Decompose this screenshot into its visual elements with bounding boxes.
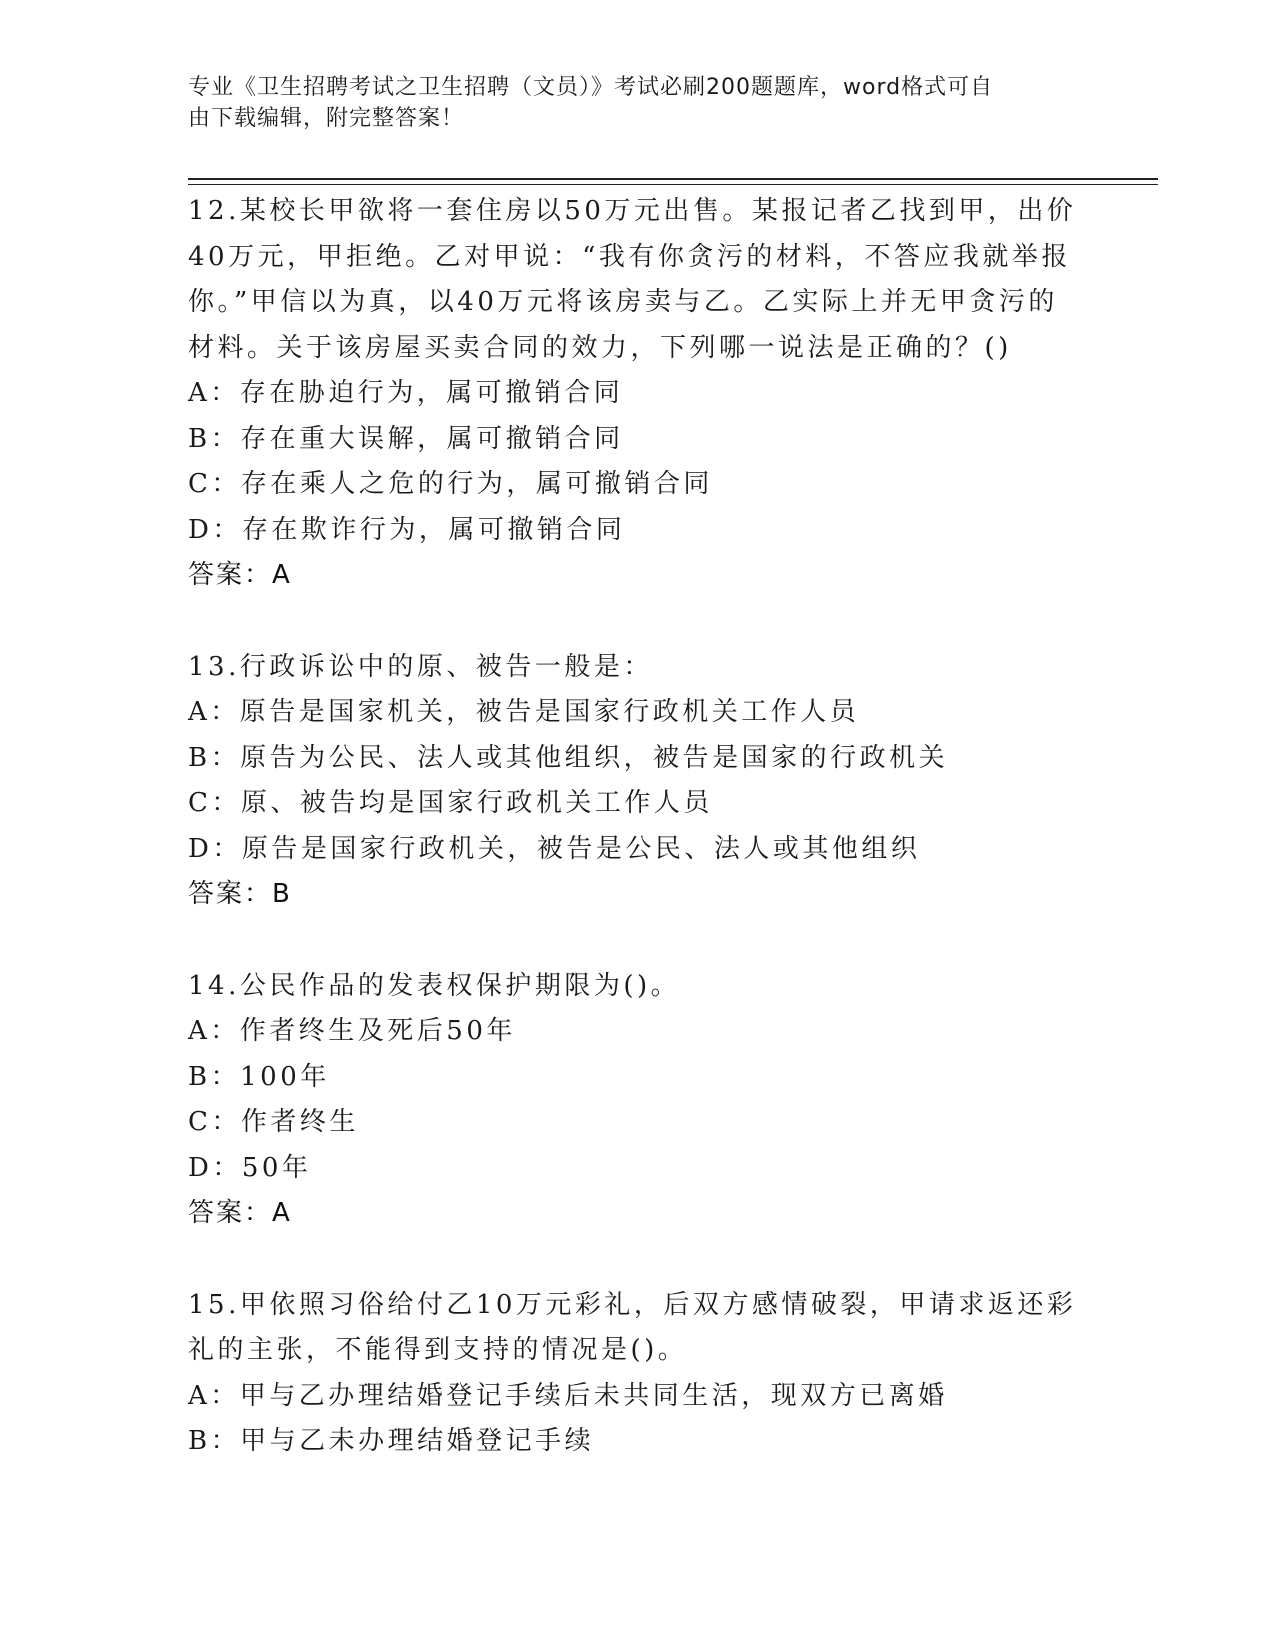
question-text-line: 40万元，甲拒绝。乙对甲说：“我有你贪污的材料，不答应我就举报 — [188, 241, 1071, 272]
option-b: B：100年 — [188, 1061, 330, 1092]
question-text-line: 礼的主张，不能得到支持的情况是()。 — [188, 1335, 688, 1365]
question-text-line: 13.行政诉讼中的原、被告一般是： — [188, 651, 653, 682]
question-text-line: 你。”甲信以为真，以40万元将该房卖与乙。乙实际上并无甲贪污的 — [188, 287, 1058, 317]
header-line: 专业《卫生招聘考试之卫生招聘（文员）》考试必刷200题题库，word格式可自 — [188, 75, 994, 100]
option-d: D：50年 — [188, 1152, 312, 1183]
document-header — [188, 72, 1068, 134]
option-c: C：作者终生 — [188, 1107, 359, 1137]
option-b: B：原告为公民、法人或其他组织，被告是国家的行政机关 — [188, 742, 949, 773]
header-line: 由下载编辑，附完整答案！ — [188, 106, 465, 131]
question-15 — [188, 1283, 1088, 1465]
header-divider — [188, 178, 1158, 180]
question-text-line: 15.甲依照习俗给付乙10万元彩礼，后双方感情破裂，甲请求返还彩 — [188, 1289, 1077, 1320]
answer-line: 答案：A — [188, 1198, 292, 1228]
option-c: C：原、被告均是国家行政机关工作人员 — [188, 788, 713, 818]
question-stem — [188, 189, 1088, 371]
question-text-line: 14.公民作品的发表权保护期限为()。 — [188, 970, 681, 1001]
option-d: D：原告是国家行政机关，被告是公民、法人或其他组织 — [188, 833, 921, 864]
question-14 — [188, 964, 1088, 1237]
answer-line: 答案：B — [188, 879, 292, 909]
option-b: B：甲与乙未办理结婚登记手续 — [188, 1426, 595, 1456]
question-12 — [188, 189, 1088, 599]
question-13 — [188, 645, 1088, 918]
question-stem — [188, 645, 1088, 691]
question-stem — [188, 964, 1088, 1010]
option-b: B：存在重大误解，属可撤销合同 — [188, 423, 624, 454]
option-a: A：存在胁迫行为，属可撤销合同 — [188, 378, 624, 408]
option-a: A：作者终生及死后50年 — [188, 1016, 516, 1046]
option-a: A：甲与乙办理结婚登记手续后未共同生活，现双方已离婚 — [188, 1380, 948, 1411]
option-c: C：存在乘人之危的行为，属可撤销合同 — [188, 469, 713, 499]
question-list — [188, 189, 1088, 1511]
option-d: D：存在欺诈行为，属可撤销合同 — [188, 514, 626, 545]
question-text-line: 材料。关于该房屋买卖合同的效力，下列哪一说法是正确的？() — [188, 332, 1012, 363]
question-text-line: 12.某校长甲欲将一套住房以50万元出售。某报记者乙找到甲，出价 — [188, 196, 1077, 226]
question-stem — [188, 1283, 1088, 1374]
answer-line: 答案：A — [188, 560, 292, 590]
option-a: A：原告是国家机关，被告是国家行政机关工作人员 — [188, 697, 860, 727]
header-divider-thin — [188, 184, 1158, 185]
